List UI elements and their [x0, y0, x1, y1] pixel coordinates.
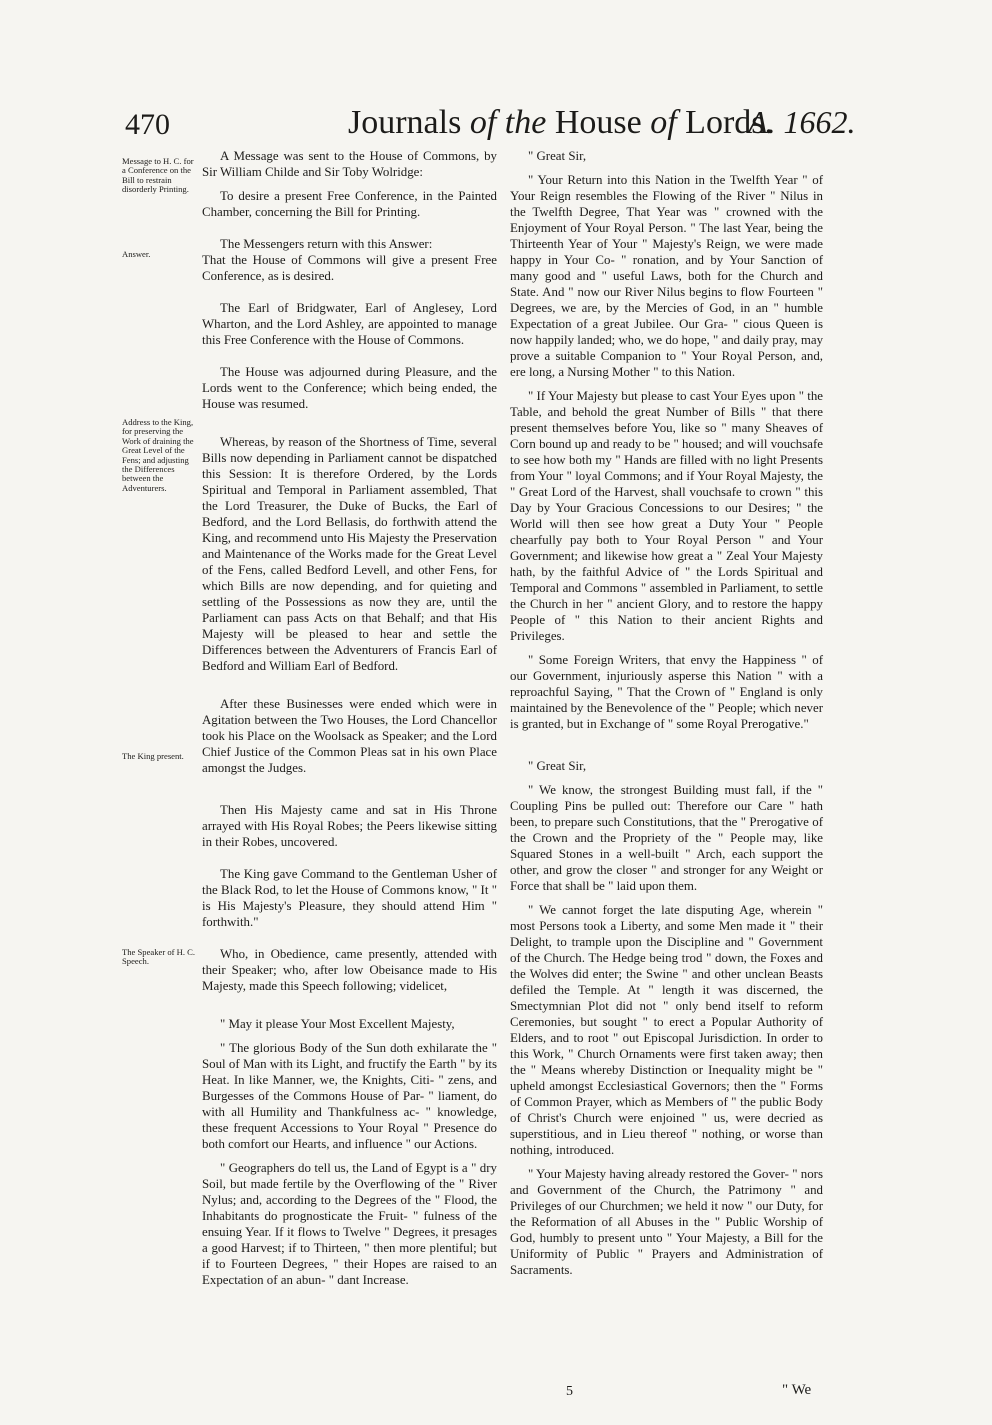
signature-mark: 5 [566, 1384, 573, 1399]
title-the: the [504, 104, 547, 141]
page-header [0, 0, 992, 140]
title-journals: Journals [348, 104, 462, 141]
margin-note-king-present: The King present. [122, 751, 184, 761]
paragraph-desire: To desire a present Free Conference, in the Painted Chamber, concerning the Bill for Printing. [202, 189, 497, 219]
paragraph-message: A Message was sent to the House of Commons, by Sir William Childe and Sir Toby Wolridge: [202, 149, 497, 179]
paragraph-restored: " Your Majesty having already restored the Gover- " nors and Government of the Church, the Patrimony " and Privileges of our Churchmen; we held it now " our Duty, for the Reformation of all Abuses in the " Public Worship of God, humbly to present unto " Your Majesty, a Bill for the Uniformity of Public " Prayers and Administration of Sacraments. [510, 1167, 823, 1277]
paragraph-building: " We know, the strongest Building must fall, if the " Coupling Pins be pulled out: Therefore our Care " hath been, to prepare such Constitutions, that the " Prerogative of the Crown and the Propriety of the " People may, like Squared Stones in a well-built " Arch, each support the other, and grow the closer " and stronger for any Weight or Force that shall be " laid upon them. [510, 783, 823, 893]
title-of-2: of [650, 104, 677, 141]
title-house: House [554, 104, 642, 141]
paragraph-messengers: The Messengers return with this Answer: [220, 237, 433, 251]
right-column [510, 148, 823, 1278]
paragraph-salutation: " May it please Your Most Excellent Majesty, [220, 1017, 455, 1031]
margin-note-address: Address to the King, for preserving the Work of draining the Great Level of the Fens; and adjusting the Differences between the Adventurers. [122, 417, 194, 493]
paragraph-woolsack: After these Businesses were ended which were in Agitation between the Two Houses, the Lord Chancellor took his Place on the Woolsack as Speaker; and the Lord Chief Justice of the Common Pleas sat in his own Place amongst the Judges. [202, 697, 497, 775]
left-column [202, 148, 497, 1288]
paragraph-king-throne: Then His Majesty came and sat in His Throne arrayed with His Royal Robes; the Peers likewise sitting in their Robes, uncovered. [202, 803, 497, 849]
paragraph-address-order: Whereas, by reason of the Shortness of Time, several Bills now depending in Parliament cannot be dispatched this Session: It is therefore Ordered, by the Lords Spiritual and Temporal in Parliament assembled, That the Lord Treasurer, the Duke of Bucks, the Earl of Bedford, and the Lord Bellasis, do forthwith attend the King, and recommend unto His Majesty the Preservation and Maintenance of the Works made for the Great Level of the Fens, called Bedford Levell, and other Fens, for which Bills are now depending, and for quieting and settling of the Possessions as now they are, until the Parliament can pass Acts on that Behalf; and that His Majesty will be pleased to hear and settle the Differences between the Adventurers of Francis Earl of Bedford and William Earl of Bedford. [202, 435, 497, 673]
paragraph-great-sir-1: " Great Sir, [528, 149, 587, 163]
margin-note-answer: Answer. [122, 249, 151, 259]
paragraph-disputing-age: " We cannot forget the late disputing Age, wherein " most Persons took a Liberty, and some Men made it " their Delight, to trample upon the Discipline and " Government of the Church. The Hedge being trod " down, the Foxes and the Wolves did enter; the Swine " and other unclean Beasts defiled the Temple. At " length it was discerned, the Smectymnian Plot did not " only bend itself to reform Ceremonies, but sought " to erect a Popular Authority of Elders, and to root " out Episcopal Jurisdiction. In order to this Work, " Church Ornaments were first taken away; then the " Means whereby Distinction or Inequality might be " upheld amongst Ecclesiastical Governors; then the " Forms of Common Prayer, which as Members of " the public Body of Christ's Church were enjoined " us, were decried as superstitious, and in Lieu thereof " nothing, or worse than nothing, introduced. [510, 903, 823, 1157]
paragraph-managers: The Earl of Bridgwater, Earl of Anglesey, Lord Wharton, and the Lord Ashley, are appointed to manage this Free Conference with the House of Commons. [202, 301, 497, 347]
paragraph-foreign-writers: " Some Foreign Writers, that envy the Happiness " of our Government, injuriously asperse this Nation " with a reproachful Saying, " That the Crown of " England is only maintained by the Benevolence of the " People; which never is granted, but in Exchange of " some Royal Prerogative." [510, 653, 823, 731]
paragraph-bills: " If Your Majesty but please to cast Your Eyes upon " the Table, and behold the great Number of Bills " that there present themselves before You, like so " many Sheaves of Corn bound up and ready to be " housed; and will vouchsafe to see how both my " Hands are filled with no light Presents from Your " loyal Commons; and if Your Royal Majesty, the " Great Lord of the Harvest, shall vouchsafe to crown " this Day by Your Gracious Concessions to our Desires; " the World will then see how great a Duty Your " People chearfully pay both to Your Royal Person " and Your Government; and likewise how great a " Zeal Your Majesty hath, by the faithful Advice of " the Lords Spiritual and Temporal and Commons " assembled in Parliament, to settle the Church in her " ancient Glory, and to restore the happy People of " this Nation to their ancient Rights and Privileges. [510, 389, 823, 643]
paragraph-great-sir-2: " Great Sir, [528, 759, 587, 773]
paragraph-black-rod: The King gave Command to the Gentleman Usher of the Black Rod, to let the House of Commons know, " It " is His Majesty's Pleasure, they should attend Him " forthwith." [202, 867, 497, 929]
paragraph-sun: " The glorious Body of the Sun doth exhilarate the " Soul of Man with its Light, and fructify the Earth " by its Heat. In like Manner, we, the Knights, Citi- " zens, and Burgesses of the Commons House of Par- " liament, do with all Humility and Thankfulness ac- " knowledge, these frequent Accessions to Your Royal " Presence do both comfort our Hearts, and influence " our Actions. [202, 1041, 497, 1151]
paragraph-obedience: Who, in Obedience, came presently, attended with their Speaker; who, after low Obeisance made to His Majesty, made this Speech following; videlicet, [202, 947, 497, 993]
title-of-1: of [469, 104, 497, 141]
paragraph-adjourned: The House was adjourned during Pleasure, and the Lords went to the Conference; which being ended, the House was resumed. [202, 365, 497, 411]
margin-note-speaker-speech: The Speaker of H. C. Speech. [122, 947, 196, 967]
paragraph-return: " Your Return into this Nation in the Twelfth Year " of Your Reign resembles the Flowing of the River " Nilus in the Twelfth Degree, That Year was " crowned with the Enjoyment of Your Royal Person. " The last Year, being the Thirteenth Year of Your " Majesty's Reign, we were made happy in Your Co- " ronation, and by Your Sanction of many good and " useful Laws, both for the Church and State. And " now our River Nilus begins to flow Fourteen " Degrees, we are, by the Mercies of God, in an " humble Expectation of a great Jubilee. Our Gra- " cious Queen is now happily landed; who, we do hope, " and daily pray, may prove a suitable Companion to " Your Royal Person, and, ere long, a Nursing Mother " to this Nation. [510, 173, 824, 379]
header-year: A. 1662. [748, 104, 856, 140]
title-lords: Lords. [685, 104, 773, 141]
running-title [348, 104, 773, 142]
page-number: 470 [125, 108, 170, 141]
paragraph-answer: That the House of Commons will give a present Free Conference, as is desired. [202, 253, 497, 283]
catchword: " We [782, 1382, 812, 1398]
margin-note-message: Message to H. C. for a Conference on the Bill to restrain disorderly Printing. [122, 156, 194, 195]
paragraph-egypt: " Geographers do tell us, the Land of Egypt is a " dry Soil, but made fertile by the Overflowing of the " River Nylus; and, according to the Degrees of the " Flood, the Inhabitants do prognosticate the Fruit- " fulness of the ensuing Year. If it flows to Twelve " Degrees, it presages a good Harvest; if to Thirteen, " then more plentiful; but if to Fourteen Degrees, " their Hopes are raised to an Expectation of an abun- " dant Increase. [202, 1161, 497, 1287]
